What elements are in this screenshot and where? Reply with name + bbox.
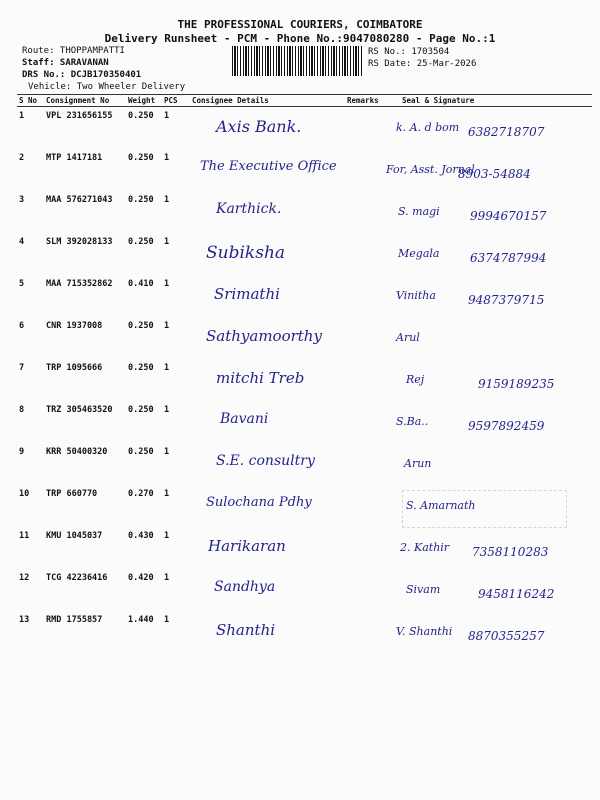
cell-pcs: 1 — [164, 278, 170, 289]
handwritten-consignee: The Executive Office — [200, 159, 337, 174]
handwritten-consignee: Harikaran — [208, 537, 286, 555]
handwritten-signature: V. Shanthi — [396, 625, 453, 638]
cell-consignment-no: TCG 42236416 — [46, 572, 108, 583]
cell-sno: 1 — [19, 111, 25, 121]
cell-sno: 7 — [19, 362, 25, 373]
col-consignment: Consignment No — [44, 95, 126, 107]
handwritten-signature: Megala — [398, 247, 440, 260]
cell-remarks — [345, 191, 400, 233]
handwritten-consignee: Karthick. — [216, 201, 282, 217]
cell-weight: 0.430 — [128, 530, 154, 541]
handwritten-signature: k. A. d bom — [396, 121, 460, 134]
cell-pcs: 1 — [164, 152, 170, 163]
handwritten-consignee: Sandhya — [214, 579, 276, 595]
cell-weight: 0.250 — [128, 404, 154, 415]
cell-consignment-no: KRR 50400320 — [46, 446, 108, 457]
runsheet-subtitle: Delivery Runsheet - PCM - Phone No.:9047080280 - Page No.:1 — [104, 32, 496, 45]
barcode-image — [232, 46, 364, 76]
cell-sno: 4 — [19, 236, 25, 247]
cell-sno: 6 — [19, 320, 25, 331]
handwritten-signature: S. Amarnath — [406, 499, 476, 512]
col-consignee: Consignee Details — [190, 95, 345, 107]
handwritten-signature: Sivam — [406, 583, 441, 596]
cell-consignment-no: SLM 392028133 — [46, 236, 113, 247]
handwritten-phone: 8903-54884 — [458, 167, 531, 181]
handwritten-consignee: Sathyamoorthy — [206, 327, 322, 345]
cell-weight: 0.250 — [128, 111, 154, 121]
handwritten-phone: 9994670157 — [470, 209, 547, 223]
cell-pcs: 1 — [164, 572, 170, 583]
cell-pcs: 1 — [164, 111, 170, 121]
cell-weight: 1.440 — [128, 614, 154, 625]
route-label: Route: THOPPAMPATTI — [22, 46, 125, 56]
cell-weight: 0.410 — [128, 278, 154, 289]
cell-sno: 3 — [19, 194, 25, 205]
handwritten-signature: Arul — [396, 331, 420, 344]
cell-pcs: 1 — [164, 488, 170, 499]
cell-sno: 2 — [19, 152, 25, 163]
handwritten-signature: S.Ba.. — [396, 415, 429, 428]
cell-pcs: 1 — [164, 362, 170, 373]
cell-pcs: 1 — [164, 194, 170, 205]
handwritten-signature: Rej — [406, 373, 425, 386]
handwritten-signature: Vinitha — [396, 289, 436, 302]
handwritten-phone: 9597892459 — [468, 419, 545, 433]
cell-weight: 0.420 — [128, 572, 154, 583]
cell-pcs: 1 — [164, 530, 170, 541]
cell-sno: 9 — [19, 446, 25, 457]
cell-pcs: 1 — [164, 320, 170, 331]
cell-sno: 5 — [19, 278, 25, 289]
handwritten-signature: S. magi — [398, 205, 440, 218]
cell-weight: 0.250 — [128, 446, 154, 457]
cell-consignment-no: MAA 576271043 — [46, 194, 113, 205]
cell-sno: 11 — [19, 530, 30, 541]
cell-sno: 10 — [19, 488, 30, 499]
cell-weight: 0.250 — [128, 362, 154, 373]
cell-remarks — [345, 569, 400, 611]
cell-consignment-no: MTP 1417181 — [46, 152, 103, 163]
rs-info — [368, 46, 476, 70]
col-weight: Weight — [126, 95, 162, 107]
cell-remarks — [345, 527, 400, 569]
handwritten-consignee: Shanthi — [216, 621, 276, 639]
handwritten-consignee: Sulochana Pdhy — [206, 495, 312, 510]
drs-label: DRS No.: DCJB170350401 — [22, 70, 142, 80]
rs-date-label: RS Date: 25-Mar-2026 — [368, 59, 477, 69]
cell-pcs: 1 — [164, 446, 170, 457]
cell-remarks — [345, 359, 400, 401]
cell-remarks — [345, 401, 400, 443]
handwritten-consignee: mitchi Treb — [216, 369, 305, 387]
cell-consignment-no: CNR 1937008 — [46, 320, 103, 331]
cell-consignment-no: TRP 1095666 — [46, 362, 103, 373]
handwritten-consignee: Bavani — [220, 411, 269, 427]
company-title: THE PROFESSIONAL COURIERS, COIMBATORE — [177, 18, 423, 31]
handwritten-signature: Arun — [404, 457, 432, 470]
cell-consignment-no: KMU 1045037 — [46, 530, 103, 541]
cell-remarks — [345, 233, 400, 275]
handwritten-phone: 8870355257 — [468, 629, 545, 643]
cell-pcs: 1 — [164, 236, 170, 247]
cell-sno: 12 — [19, 572, 30, 583]
cell-consignment-no: TRZ 305463520 — [46, 404, 113, 415]
cell-remarks — [345, 485, 400, 527]
cell-remarks — [345, 443, 400, 485]
cell-weight: 0.250 — [128, 236, 154, 247]
staff-label: Staff: SARAVANAN — [22, 58, 109, 68]
cell-pcs: 1 — [164, 614, 170, 625]
handwritten-signature: 2. Kathir — [400, 541, 450, 554]
handwritten-phone: 9487379715 — [468, 293, 545, 307]
col-seal: Seal & Signature — [400, 95, 592, 107]
cell-weight: 0.250 — [128, 194, 154, 205]
cell-remarks — [345, 275, 400, 317]
cell-remarks — [345, 611, 400, 653]
handwritten-phone: 9458116242 — [478, 587, 555, 601]
table-header-row — [17, 95, 592, 107]
rs-no-label: RS No.: 1703504 — [368, 47, 450, 57]
cell-weight: 0.250 — [128, 152, 154, 163]
cell-sno: 13 — [19, 614, 30, 625]
cell-weight: 0.270 — [128, 488, 154, 499]
cell-consignment-no: TRP 660770 — [46, 488, 98, 499]
cell-pcs: 1 — [164, 404, 170, 415]
handwritten-consignee: Axis Bank. — [216, 117, 302, 136]
col-remarks: Remarks — [345, 95, 400, 107]
col-sno: S No — [17, 95, 44, 107]
handwritten-consignee: Srimathi — [214, 285, 280, 303]
cell-sno: 8 — [19, 404, 25, 415]
cell-weight: 0.250 — [128, 320, 154, 331]
vehicle-label: Vehicle: Two Wheeler Delivery — [28, 82, 186, 92]
handwritten-phone: 9159189235 — [478, 377, 555, 391]
cell-remarks — [345, 317, 400, 359]
cell-remarks — [345, 107, 400, 149]
handwritten-signature: For, Asst. Jornal — [386, 163, 475, 176]
office-stamp — [402, 490, 567, 528]
handwritten-phone: 6374787994 — [470, 251, 547, 265]
cell-consignment-no: MAA 715352862 — [46, 278, 113, 289]
handwritten-phone: 6382718707 — [468, 125, 545, 139]
cell-consignment-no: RMD 1755857 — [46, 614, 103, 625]
cell-seal-signature — [400, 317, 592, 359]
handwritten-consignee: S.E. consultry — [216, 453, 315, 469]
cell-consignment-no: VPL 231656155 — [46, 111, 113, 121]
col-pcs: PCS — [162, 95, 190, 107]
handwritten-consignee: Subiksha — [206, 243, 286, 263]
handwritten-phone: 7358110283 — [472, 545, 549, 559]
